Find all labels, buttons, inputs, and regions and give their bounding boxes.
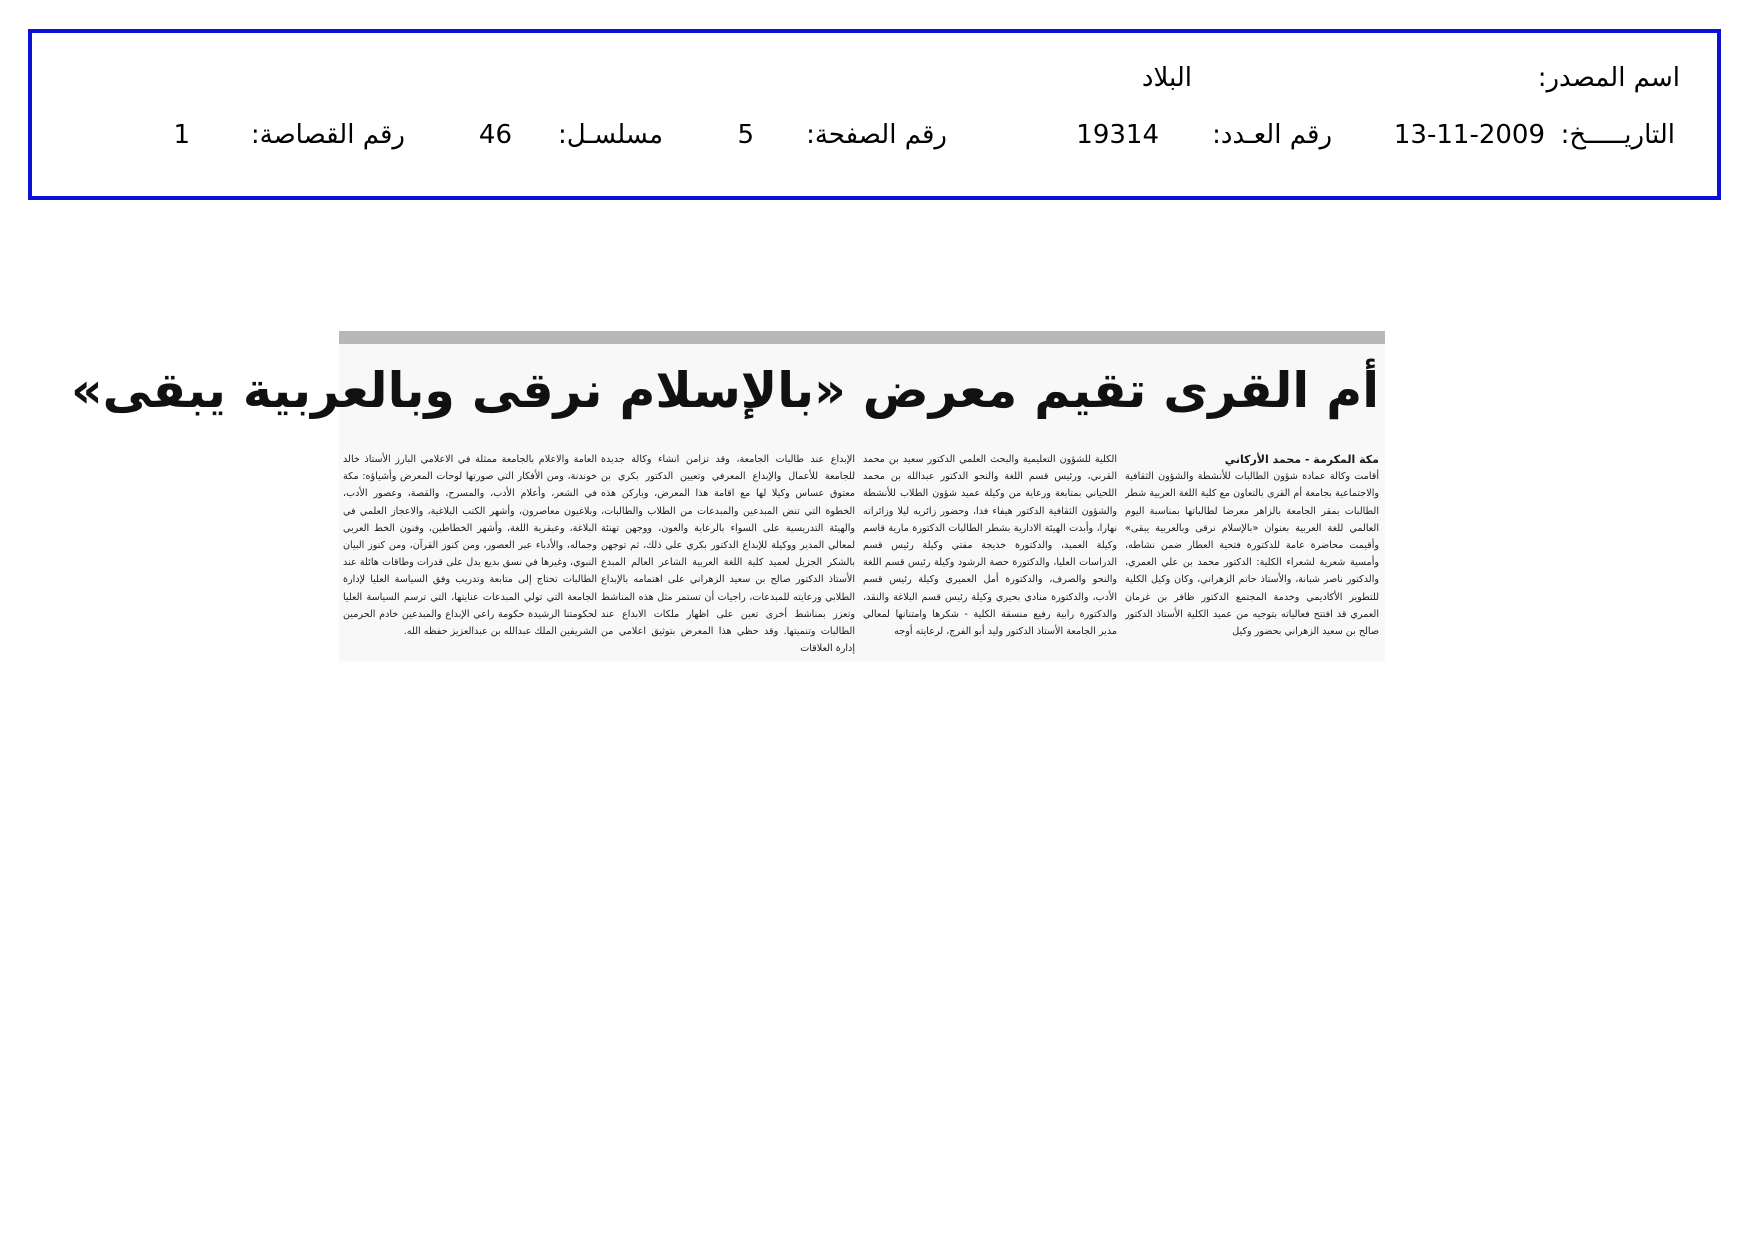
article-column-1 — [1125, 451, 1379, 656]
source-value: البلاد — [1141, 63, 1192, 93]
date-value: 13-11-2009 — [1393, 120, 1545, 150]
clip-number-label: رقم القصاصة: — [250, 120, 405, 150]
article-column-1-text: أقامت وكالة عمادة شؤون الطالبات للأنشطة والشؤون الثقافية والاجتماعية بجامعة أم القرى بالتعاون مع كلية اللغة العربية شطر الطالبات بمقر الجامعة بالزاهر معرضا لطالباتها بمناسبة اليوم العالمي للغة العربية بعنوان «بالإسلام نرقى وبالعربية يبقى» وأقيمت محاضرة عامة للدكتورة فتحية العطار ضمن نشاطه، وأمسية شعرية لشعراء الكلية: الدكتور محمد بن علي العمري، والدكتور ناصر شبانة، والأستاذ حاتم الزهراني، وكان وكيل الكلية للتطوير الأكاديمي وخدمة المجتمع الدكتور ظافر بن غرمان العمري قد افتتح فعالياته بتوجيه من عميد الكلية الأستاذ الدكتور صالح بن سعيد الزهراني بحضور وكيل — [1125, 471, 1379, 638]
article-headline: أم القرى تقيم معرض «بالإسلام نرقى وبالعربية يبقى» — [70, 362, 1379, 419]
issue-label: رقم العـدد: — [1212, 120, 1332, 150]
serial-label: مسلسـل: — [558, 120, 663, 150]
newspaper-clipping — [70, 331, 1385, 661]
source-label: اسم المصدر: — [1537, 63, 1680, 93]
article-byline: مكة المكرمة - محمد الأركاني — [1224, 453, 1379, 466]
issue-value: 19314 — [1076, 120, 1159, 150]
clipping-info-box — [28, 29, 1721, 200]
date-label: التاريـــــخ: — [1560, 120, 1675, 150]
page-value: 5 — [737, 120, 754, 150]
page-label: رقم الصفحة: — [806, 120, 947, 150]
clipping-top-rule — [339, 331, 1385, 344]
article-column-4: العامة والاعلام بالجامعة ممثلة في الاعلامي البارز الأستاذ خالد خوندنة، ومن الأفكار التي صورتها لوحات المعرض وأشياؤه: مكة في الشعر، وأعلام الأدب، والمسرح، والقصة، وعصور الأدب، وبلاغيون معاصرون، وأشهر الكتب البلاغية، والاعجاز العلمي في البلاغة، وعبقرية اللغة، وأشهر الخطاطين، وفنون الخط العربي وجماله، والأدباء عبر العصور، ومن كنوز القرآن، ومن كنوز البيان النبوي، وغيرها في نسق بديع يدل على قدرات وطاقات هائلة عند الطالبات تحتاج إلى متابعة وتدريب وفق السياسة العليا لإدارة الجامعة التي تولي المبدعات عنايتها، التي ترسم السياسة العليا لحكومتنا الرشيدة حكومة راعي الإبداع والمبدعين خادم الحرمين الشريفين الملك عبدالله بن عبدالعزيز حفظه الله. — [343, 454, 597, 638]
article-column-2: الكلية للشؤون التعليمية والبحث العلمي الدكتور سعيد بن محمد القرني، ورئيس قسم اللغة والنحو الدكتور عبدالله بن محمد اللحياني بمتابعة ورعاية من وكيلة عميد شؤون الطلاب للأنشطة والشؤون الثقافية الدكتور هيفاء فدا، وحضور زائريه ليلا وزائراته نهارا، وأبدت الهيئة الادارية بشطر الطالبات الدكتورة مارية قاسم وكيلة العميد، والدكتورة خديجة مفتي وكيلة رئيس قسم الدراسات العليا، والدكتورة حصة الرشود وكيلة رئيس قسم اللغة والنحو والصرف، والدكتورة أمل العميري وكيلة رئيس قسم الأدب، والدكتورة منادي بحيري وكيلة رئيس قسم البلاغة والنقد، والدكتورة رابية رفيع منسقة الكلية - شكرها وامتنانها لمعالي مدير الجامعة الأستاذ الدكتور وليد أبو الفرج، لرعايته أوجه — [863, 454, 1117, 638]
clip-number-value: 1 — [173, 120, 190, 150]
serial-value: 46 — [478, 120, 512, 150]
article-column-3: الإبداع عند طالبات الجامعة، وقد تزامن انشاء وكالة جديدة للجامعة للأعمال والإبداع المعرفي وتعيين الدكتور بكري بن معتوق عساس وكيلا لها مع اقامة هذا المعرض، وباركن هذه الخطوة التي تنض المبدعين والمبدعات من الطلاب والطالبات، والهيئة التدريسية على السواء بالرعاية والعون، ووجهن تهنئة لمعالي المدير ووكيلة للإبداع الدكتور بكري علي ذلك، ثم توجهن بالشكر الجزيل لعميد كلية اللغة العربية الشاعر العالم المبدع الأستاذ الدكتور صالح بن سعيد الزهراني على اهتمامه بالإبداع الطلابي ورعايته للمبدعات، راجيات أن تستمر مثل هذه المناشط وتعزز بمناشط أخرى تعين على اظهار ملكات الابداع عند الطالبات وتنميتها. وقد حظي هذا المعرض بتوثيق اعلامي من إدارة العلاقات — [601, 454, 855, 655]
